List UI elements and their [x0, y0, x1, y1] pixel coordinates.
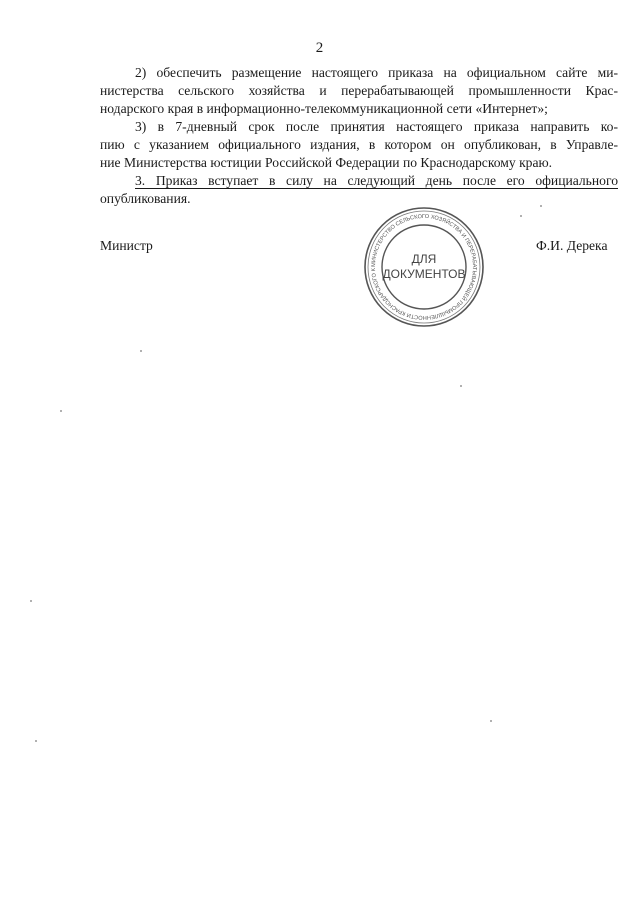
text-line: 2) обеспечить размещение настоящего приказа на официальном сайте ми- [135, 65, 618, 80]
text-line: нистерства сельского хозяйства и перерабатывающей промышленности Крас- [100, 83, 618, 98]
text-line: нодарского края в информационно-телекоммуникационной сети «Интернет»; [100, 101, 548, 116]
page-number: 2 [315, 40, 324, 56]
signature-title: Министр [100, 238, 153, 253]
stamp-graphic [362, 205, 486, 329]
official-stamp [362, 205, 486, 329]
text-line: ние Министерства юстиции Российской Федерации по Краснодарскому краю. [100, 155, 553, 170]
text-line: 3. Приказ вступает в силу на следующий день после его официального [135, 173, 618, 188]
text-line: опубликования. [100, 191, 191, 206]
stamp-center-line: ДОКУМЕНТОВ [382, 267, 466, 281]
text-line: 3) в 7-дневный срок после принятия настоящего приказа направить ко- [135, 119, 618, 134]
stamp-ring-text: МИНИСТЕРСТВО СЕЛЬСКОГО ХОЗЯЙСТВА И ПЕРЕРАБАТЫВАЮЩЕЙ ПРОМЫШЛЕННОСТИ КРАСНОДАРСКОГО К [370, 213, 478, 321]
document-body [100, 64, 618, 208]
text-line: пию с указанием официального издания, в котором он опубликован, в Управле- [100, 137, 618, 152]
signature-name: Ф.И. Дерека [536, 238, 608, 253]
stamp-center-line: ДЛЯ [411, 252, 437, 266]
